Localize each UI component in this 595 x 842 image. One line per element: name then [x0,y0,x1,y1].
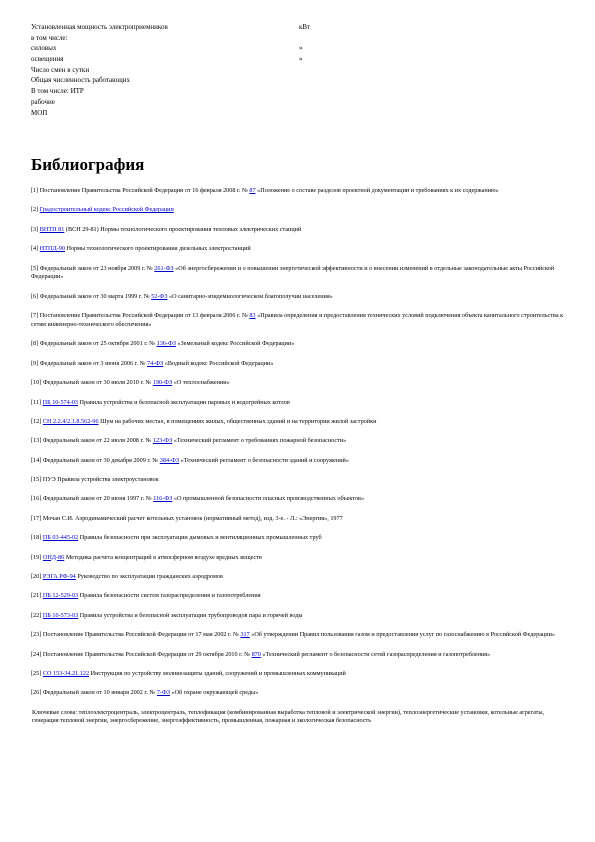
reference-item [31,187,564,196]
table-row-label: МОП [31,108,48,117]
reference-link[interactable]: 261-ФЗ [154,264,174,272]
reference-text: [13] Федеральный закон от 22 июля 2008 г. № [31,437,153,445]
reference-text: «Об охране окружающей среды» [169,689,259,697]
reference-link[interactable]: 116-ФЗ [153,495,173,503]
reference-link[interactable]: ОНД-86 [42,553,65,561]
reference-text: [7] Постановление Правительства Российской Федерации от 13 февраля 2006 г. № [31,312,250,320]
table-row [31,97,564,108]
reference-item [31,457,564,466]
keywords-paragraph: Ключевые слова: теплоэлектроцентраль, электроцентраль, теплофикация (комбинированная выработка тепловой и электрической энергии), теплоэнергетические установки, котельные агрегаты, генерация тепловой энергии, энергосбережение, энергоэффективность, промышленная, пожарная и экологическая безопасность [32,708,545,725]
reference-item [31,226,564,235]
reference-text: [9] Федеральный закон от 3 июня 2006 г. № [31,359,148,367]
reference-text: [8] Федеральный закон от 25 октября 2001 г. № [31,340,157,348]
reference-item [31,495,564,504]
reference-item [31,592,564,601]
table-row [31,22,564,33]
reference-text: «Технический регламент о требованиях пожарной безопасности» [172,437,347,445]
table-row [31,65,564,76]
power-characteristics-table [31,22,564,133]
table-row-label: Число смен в сутки [31,65,90,74]
reference-link[interactable]: РЭГА РФ-94 [42,573,76,581]
reference-item [31,515,564,524]
reference-text: Руководство по эксплуатации гражданских аэродромов [75,573,223,581]
reference-link[interactable]: 384-ФЗ [159,456,180,464]
reference-item [31,293,564,302]
reference-link[interactable]: 83 [249,312,256,320]
reference-link[interactable]: 123-ФЗ [152,437,173,445]
reference-item [31,437,564,446]
reference-text: «Технический регламент о безопасности зданий и сооружений» [179,456,349,464]
reference-link[interactable]: 870 [251,650,261,658]
reference-text: [18] [31,534,43,542]
reference-item [31,340,564,349]
table-row-unit: » [299,55,303,64]
table-row-label: Установленная мощность электроприемников [31,23,168,31]
reference-text: [12] [31,417,43,425]
table-row [31,75,564,86]
reference-text: «О санитарно-эпидемиологическом благополучии населения» [167,292,333,300]
reference-text: «Об энергосбережении и о повышении энергетической эффективности и о внесении изменений в отдельные законодательные акты Российской Федерации» [31,264,555,281]
reference-text: Инструкция по устройству молниезащиты зданий, сооружений и промышленных коммуникаций [89,669,346,677]
reference-text: [4] [31,245,40,253]
reference-text: [15] ПУЭ Правила устройства электроустановок [31,476,159,484]
table-row-label: в том числе: [31,33,68,42]
reference-item [31,476,564,485]
reference-item [31,631,564,640]
reference-text: [14] Федеральный закон от 30 декабря 2009 г. № [31,456,160,464]
reference-item [31,534,564,543]
page-title: Библиография [31,155,145,174]
reference-link[interactable]: 87 [249,187,256,194]
reference-text: [2] [31,206,40,214]
reference-text: «О промышленной безопасности опасных производственных объектов» [172,495,365,503]
reference-text: «Земельный кодекс Российской Федерации» [175,340,295,348]
reference-text: [20] [31,573,43,581]
table-row-unit: » [299,44,303,53]
reference-text: [10] Федеральный закон от 30 июля 2010 г. № [31,379,153,387]
reference-item [31,554,564,563]
reference-text: [23] Постановление Правительства Российской Федерации от 17 мая 2002 г. № [31,631,241,639]
reference-item [31,670,564,679]
reference-text: [26] Федеральный закон от 10 января 2002 г. № [31,689,157,697]
reference-item [31,689,564,698]
reference-text: «О теплоснабжении» [172,379,230,387]
reference-link[interactable]: ПБ 10-574-03 [42,398,78,406]
reference-text: [22] [31,611,43,619]
reference-link[interactable]: 317 [240,631,250,639]
reference-text: Правила безопасности систем газораспределения и газопотребления [78,592,261,600]
reference-text: [19] [31,553,43,561]
table-row-label: освещения [31,55,64,64]
reference-text: «Технический регламент о безопасности сетей газораспределения и газопотребления» [260,650,491,658]
reference-item [31,360,564,369]
reference-text: Правила устройства и безопасной эксплуатации трубопроводов пара и горячей воды [78,611,303,619]
reference-item [31,206,564,215]
reference-text: [3] [31,225,40,233]
reference-link[interactable]: 7-ФЗ [156,689,170,697]
document-page [31,22,564,726]
reference-text: [5] Федеральный закон от 23 ноября 2009 г. № [31,264,155,272]
table-row-label: Общая численность работающих [31,76,131,85]
reference-link[interactable]: Градостроительный кодекс Российской Федерации [39,206,174,214]
reference-text: «Правила определения и предоставления технических условий подключения объекта капитального строительства к сетям инженерно-технического обеспечения» [31,312,564,328]
table-row [31,86,564,97]
reference-text: (ВСН 29-81) Нормы технологического проектирования тепловых электрических станций [64,225,302,233]
reference-text: [11] [31,398,43,406]
reference-text: [16] Федеральный закон от 20 июня 1997 г. № [31,495,154,503]
table-row [31,43,564,54]
reference-text: «Об утверждении Правил пользования газом и предоставления услуг по газоснабжению в Российской Федерации» [249,631,555,639]
reference-item [31,265,564,283]
reference-item [31,651,564,660]
reference-item [31,312,564,330]
reference-link[interactable]: ВНТП 81 [39,225,65,233]
reference-link[interactable]: ПБ 12-529-03 [42,592,79,600]
reference-text: Правила безопасности при эксплуатации дымовых и вентиляционных промышленных труб [78,534,322,542]
reference-link[interactable]: СН 2.2.4/2.1.8.562-96 [42,417,99,425]
reference-link[interactable]: 136-ФЗ [156,340,176,348]
reference-text: [21] [31,592,43,600]
reference-item [31,379,564,388]
reference-text: «Положение о составе разделов проектной документации и требованиях к их содержанию» [255,187,499,194]
reference-text: Методика расчета концентраций в атмосферном воздухе вредных веществ [64,553,262,561]
reference-text: Шум на рабочих местах, в помещениях жилых, общественных зданий и на территории жилой застройки [98,417,377,425]
reference-link[interactable]: 74-ФЗ [147,359,164,367]
table-row-label: силовых [31,44,57,53]
bibliography-list [31,187,564,698]
reference-text: Нормы технологического проектирования дизельных электростанций [64,245,251,253]
reference-item [31,418,564,427]
reference-text: [24] Постановление Правительства Российской Федерации от 29 октября 2010 г. № [31,650,252,658]
reference-link[interactable]: ПБ 10-573-03 [42,611,79,619]
reference-text: [17] Мочан С.И. Аэродинамический расчет котельных установок (нормативный метод), изд. 3-е. - Л.: «Энергия», 1977 [31,514,343,522]
table-row-label: рабочие [31,97,55,106]
reference-text: [1] Постановление Правительства Российской Федерации от 16 февраля 2008 г. № [31,187,250,194]
reference-link[interactable]: НТПД-90 [39,245,65,253]
reference-item [31,573,564,582]
reference-item [31,399,564,408]
table-row [31,108,564,119]
reference-link[interactable]: ПБ 03-445-02 [42,534,79,542]
reference-item [31,245,564,254]
reference-text: «Водный кодекс Российской Федерации» [163,359,274,367]
table-row [31,54,564,65]
reference-text: [6] Федеральный закон от 30 марта 1999 г. № [31,292,152,300]
reference-link[interactable]: 52-ФЗ [151,292,168,300]
reference-link[interactable]: СО 153-34.21.122 [42,669,90,677]
table-row [31,33,564,44]
reference-text: [25] [31,669,43,677]
reference-item [31,612,564,621]
table-row-unit: кВт [299,23,311,31]
reference-text: Правила устройства и безопасной эксплуатации паровых и водогрейных котлов [78,398,290,406]
reference-link[interactable]: 190-ФЗ [152,379,173,387]
table-row-label: В том числе: ИТР [31,87,84,96]
